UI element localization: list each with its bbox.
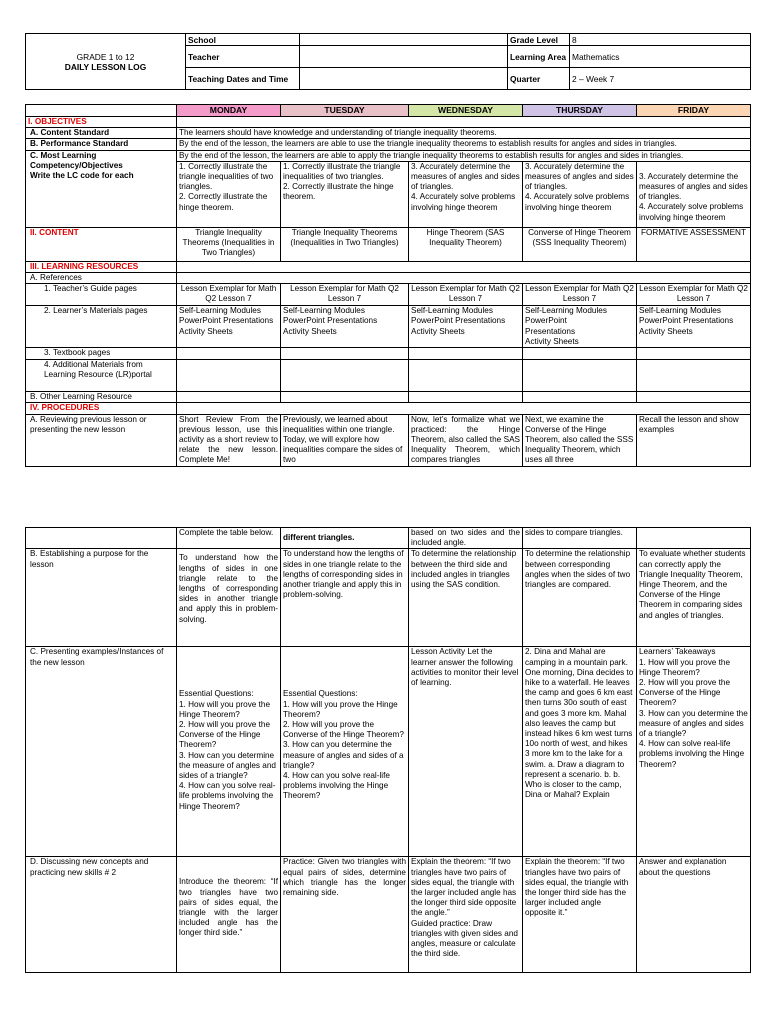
objectives-heading-fill xyxy=(177,117,751,128)
procedure-a-tuesday-cont: different triangles. xyxy=(281,528,409,549)
procedure-c-wednesday: Lesson Activity Let the learner answer the following activities to monitor their level of learning. xyxy=(409,647,523,857)
textbook-friday xyxy=(637,348,751,360)
competency-monday: 1. Correctly illustrate the triangle inequalities of two triangles. 2. Correctly illustrate the hinge theorem. xyxy=(177,161,281,227)
procedure-a-monday: Short Review From the previous lesson, use this activity as a short review to relate the new lesson. Complete Me! xyxy=(177,414,281,466)
header-table xyxy=(25,33,751,90)
grade-level-label: Grade Level xyxy=(508,34,570,46)
procedure-a-thursday: Next, we examine the Converse of the Hinge Theorem, also called the SSS Inequality Theorem, which uses all three xyxy=(523,414,637,466)
school-label: School xyxy=(186,34,300,46)
performance-standard-text: By the end of the lesson, the learners are able to use the triangle inequality theorems to establish results for angles and sides in triangles. xyxy=(177,139,751,150)
additional-monday xyxy=(177,360,281,392)
other-monday xyxy=(177,392,281,403)
procedure-d-label: D. Discussing new concepts and practicing new skills # 2 xyxy=(26,857,177,973)
tg-monday: Lesson Exemplar for Math Q2 Lesson 7 xyxy=(177,284,281,306)
log-title: DAILY LESSON LOG xyxy=(64,61,147,72)
competency-text: By the end of the lesson, the learners are able to apply the triangle inequality theorems to establish results for angles and sides in triangles. xyxy=(177,150,751,161)
procedure-a-label-cont xyxy=(26,528,177,549)
competency-tuesday: 1. Correctly illustrate the triangle inequalities of two triangles. 2. Correctly illustrate the hinge theorem. xyxy=(281,161,409,227)
tg-tuesday: Lesson Exemplar for Math Q2 Lesson 7 xyxy=(281,284,409,306)
additional-friday xyxy=(637,360,751,392)
lm-wednesday: Self-Learning Modules PowerPoint Presentations Activity Sheets xyxy=(409,306,523,348)
teacher-label: Teacher xyxy=(186,46,300,68)
content-tuesday: Triangle Inequality Theorems (Inequalities in Two Triangles) xyxy=(281,227,409,261)
school-value[interactable] xyxy=(300,34,508,46)
procedure-d-thursday: Explain the theorem: “If two triangles have two pairs of sides equal, the triangle with the longer third side has the larger included angle opposite it.” xyxy=(523,857,637,973)
content-wednesday: Hinge Theorem (SAS Inequality Theorem) xyxy=(409,227,523,261)
procedure-d-wednesday: Explain the theorem: “If two triangles have two pairs of sides equal, the triangle with the larger included angle has the longer third side opposite the angle.” Guided practice: Draw triangles with given sides and angles, measure or calculate the third side. xyxy=(409,857,523,973)
tg-friday: Lesson Exemplar for Math Q2 Lesson 7 xyxy=(637,284,751,306)
procedure-a-tuesday: Previously, we learned about inequalities within one triangle. Today, we will explore how inequalities compare the sides of two xyxy=(281,414,409,466)
day-header-tuesday: TUESDAY xyxy=(281,105,409,117)
procedure-c-tuesday: Essential Questions: 1. How will you prove the Hinge Theorem? 2. How will you prove the Converse of the Hinge Theorem? 3. How can you determine the measure of angles and sides of a triangle? 4. How can you solve real-life problems involving the Hinge Theorem? xyxy=(281,647,409,857)
procedure-a-wednesday-cont: based on two sides and the included angle. xyxy=(409,528,523,549)
procedure-c-monday: Essential Questions: 1. How will you prove the Hinge Theorem? 2. How will you prove the Converse of the Hinge Theorem? 3. How can you determine the measure of angles and sides of a triangle? 4. How can you solve real-life problems involving the Hinge Theorem? xyxy=(177,647,281,857)
teacher-value[interactable] xyxy=(300,46,508,68)
procedure-a-wednesday: Now, let’s formalize what we practiced: the Hinge Theorem, also called the SAS Inequality Theorem, which compares triangles xyxy=(409,414,523,466)
procedure-c-label: C. Presenting examples/Instances of the new lesson xyxy=(26,647,177,857)
procedure-a-friday: Recall the lesson and show examples xyxy=(637,414,751,466)
procedure-a-label: A. Reviewing previous lesson or presenting the new lesson xyxy=(26,414,177,466)
procedure-a-friday-cont xyxy=(637,528,751,549)
resources-heading: III. LEARNING RESOURCES xyxy=(26,261,177,272)
quarter-value[interactable]: 2 – Week 7 xyxy=(570,68,751,90)
day-header-monday: MONDAY xyxy=(177,105,281,117)
other-tuesday xyxy=(281,392,409,403)
day-header-friday: FRIDAY xyxy=(637,105,751,117)
resources-heading-fill xyxy=(177,261,751,272)
grade-range: GRADE 1 to 12 xyxy=(76,51,135,62)
procedure-b-thursday: To determine the relationship between corresponding angles when the sides of two triangles are compared. xyxy=(523,549,637,647)
lm-friday: Self-Learning Modules PowerPoint Presentations Activity Sheets xyxy=(637,306,751,348)
learning-area-value[interactable]: Mathematics xyxy=(570,46,751,68)
procedure-c-friday: Learners’ Takeaways 1. How will you prove the Hinge Theorem? 2. How will you prove the Converse of the Hinge Theorem? 3. How can you determine the measure of angles and sides of a triangle? 4. How can solve real-life problems involving the Hinge Theorem? xyxy=(637,647,751,857)
additional-thursday xyxy=(523,360,637,392)
other-thursday xyxy=(523,392,637,403)
quarter-label: Quarter xyxy=(508,68,570,90)
procedure-d-monday: Introduce the theorem: “If two triangles have two pairs of sides equal, the triangle with the larger included angle has the longer third side.” xyxy=(177,857,281,973)
performance-standard-label: B. Performance Standard xyxy=(26,139,177,150)
textbook-thursday xyxy=(523,348,637,360)
procedures-heading-fill xyxy=(177,403,751,414)
procedure-b-wednesday: To determine the relationship between the third side and included angles in triangles using the SAS condition. xyxy=(409,549,523,647)
competency-wednesday: 3. Accurately determine the measures of angles and sides of triangles. 4. Accurately solve problems involving hinge theorem xyxy=(409,161,523,227)
other-resource-label: B. Other Learning Resource xyxy=(26,392,177,403)
procedure-a-thursday-cont: sides to compare triangles. xyxy=(523,528,637,549)
lesson-log-table-page-2 xyxy=(25,527,751,973)
procedure-b-label: B. Establishing a purpose for the lesson xyxy=(26,549,177,647)
procedure-b-monday: To understand how the lengths of sides in one triangle relate to the lengths of corresponding sides in another triangle and apply this in problem-solving. xyxy=(177,549,281,647)
content-heading: II. CONTENT xyxy=(26,227,177,261)
procedure-b-friday: To evaluate whether students can correctly apply the Triangle Inequality Theorem, Hinge Theorem, and the Converse of the Hinge Theorem in comparing sides and angles of triangles. xyxy=(637,549,751,647)
references-fill xyxy=(177,273,751,284)
content-standard-text: The learners should have knowledge and understanding of triangle inequality theorems. xyxy=(177,128,751,139)
competency-thursday: 3. Accurately determine the measures of angles and sides of triangles. 4. Accurately solve problems involving hinge theorem xyxy=(523,161,637,227)
lm-thursday: Self-Learning Modules PowerPoint Presentations Activity Sheets xyxy=(523,306,637,348)
tg-wednesday: Lesson Exemplar for Math Q2 Lesson 7 xyxy=(409,284,523,306)
competency-label: C. Most Learning Competency/Objectives Write the LC code for each xyxy=(26,150,177,227)
procedure-d-friday: Answer and explanation about the questions xyxy=(637,857,751,973)
learners-materials-label: 2. Learner’s Materials pages xyxy=(26,306,177,348)
corner-cell xyxy=(26,105,177,117)
procedures-heading: IV. PROCEDURES xyxy=(26,403,177,414)
content-thursday: Converse of Hinge Theorem (SSS Inequality Theorem) xyxy=(523,227,637,261)
tg-thursday: Lesson Exemplar for Math Q2 Lesson 7 xyxy=(523,284,637,306)
content-monday: Triangle Inequality Theorems (Inequalities in Two Triangles) xyxy=(177,227,281,261)
header-title-cell xyxy=(26,34,186,90)
content-friday: FORMATIVE ASSESSMENT xyxy=(637,227,751,261)
dates-label: Teaching Dates and Time xyxy=(186,68,300,90)
textbook-label: 3. Textbook pages xyxy=(26,348,177,360)
textbook-tuesday xyxy=(281,348,409,360)
procedure-d-tuesday: Practice: Given two triangles with equal pairs of sides, determine which triangle has the longer remaining side. xyxy=(281,857,409,973)
references-label: A. References xyxy=(26,273,177,284)
learning-area-label: Learning Area xyxy=(508,46,570,68)
grade-level-value[interactable]: 8 xyxy=(570,34,751,46)
textbook-wednesday xyxy=(409,348,523,360)
procedure-b-tuesday: To understand how the lengths of sides in one triangle relate to the lengths of corresponding sides in another triangle and apply this in problem-solving. xyxy=(281,549,409,647)
additional-materials-label: 4. Additional Materials from Learning Resource (LR)portal xyxy=(26,360,177,392)
dates-value[interactable] xyxy=(300,68,508,90)
lm-monday: Self-Learning Modules PowerPoint Presentations Activity Sheets xyxy=(177,306,281,348)
competency-friday: 3. Accurately determine the measures of angles and sides of triangles. 4. Accurately solve problems involving hinge theorem xyxy=(637,161,751,227)
content-standard-label: A. Content Standard xyxy=(26,128,177,139)
textbook-monday xyxy=(177,348,281,360)
lesson-log-table-page-1 xyxy=(25,104,751,467)
other-friday xyxy=(637,392,751,403)
other-wednesday xyxy=(409,392,523,403)
teachers-guide-label: 1. Teacher’s Guide pages xyxy=(26,284,177,306)
day-header-wednesday: WEDNESDAY xyxy=(409,105,523,117)
procedure-c-thursday: 2. Dina and Mahal are camping in a mountain park. One morning, Dina decides to hike to a waterfall. He leaves the camp and goes 6 km east then turns 30o south of east and goes 3 more km. Mahal also leaves the camp but instead hikes 6 km west turns 10o north of west, and hikes 3 more km to the lake for a swim. a. Draw a diagram to represent a scenario. b. b. Who is closer to the camp, Dina or Mahal? Explain xyxy=(523,647,637,857)
lm-tuesday: Self-Learning Modules PowerPoint Presentations Activity Sheets xyxy=(281,306,409,348)
day-header-thursday: THURSDAY xyxy=(523,105,637,117)
additional-tuesday xyxy=(281,360,409,392)
procedure-a-monday-cont: Complete the table below. xyxy=(177,528,281,549)
objectives-heading: I. OBJECTIVES xyxy=(26,117,177,128)
additional-wednesday xyxy=(409,360,523,392)
